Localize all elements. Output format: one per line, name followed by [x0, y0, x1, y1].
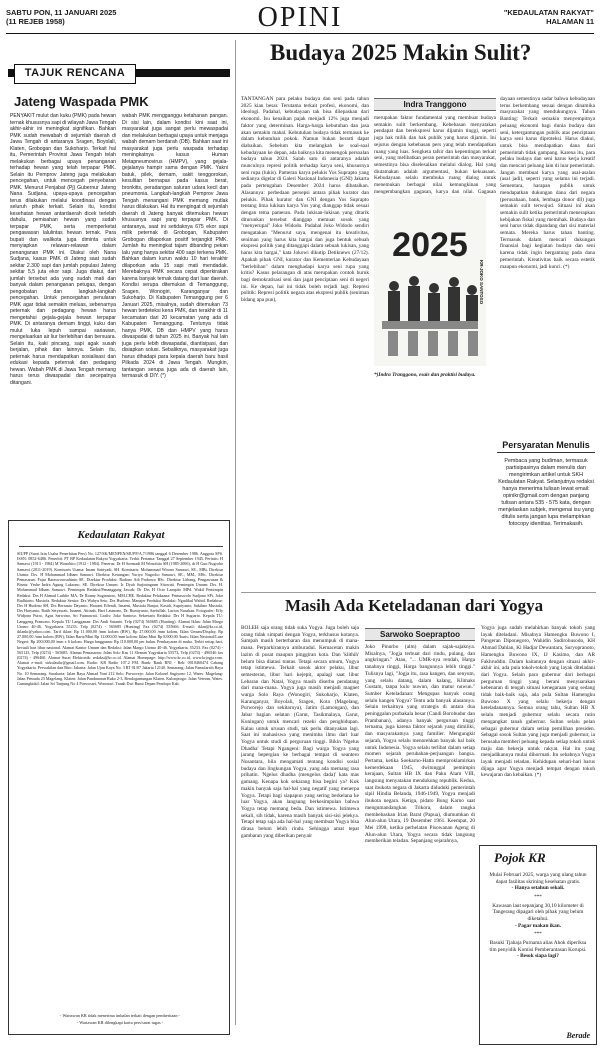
- masthead-body: SIUPP (Surat Izin Usaha Penerbitan Pers) No. 127/SK/MENPEN/SIUPP/A.7/1986 tanggal 6 Desember 1986. Anggota SPS. ISSN: 0852-6486. Penerbit: PT BP Kedaulatan Rakyat Yogyakarta. Terbit Pertama: Tanggal 27 September 1945. Perintis: H Samawi (1913 - 1984) M Wonohito (1912 - 1984). Penerus: Dr H Soemadi M Wonohito SH (1985-2006), dr H Gun Nugroho Samawi (2011-2019). Komisaris Utama: Imam Satriyadi, SH. Komisaris: Mohammad Wirono Samawi, SE., MBt. Direktur Utama: Drs. H Mohammad Idham Samawi. Direktur Keuangan: Yuriyo Nugroho Samawi, SE., MM., MSc. Direktur Pemasaran: Fajar Rarasworosuhinin SE. Direktur Produksi: Radono Adi Prabowo BSc. Direktur Litbang, Pengawasan & Bisnis: Yeshe Indra Agung Laksono, SE. Direktur Umum: Ir. Dyah Sarjiningrum Sitowati. Pemimpin Umum: Drs. H. Mohammad Idham Samawi. Pemimpin Redaksi/Penanggung Jawab: Dr Drs H Octo Lampito MPd. Wakil Pemimpin Redaksi: Drs H Ahmad Luthfie MA, Dr Ronny Sugiantoro, MM.CHE. Redaktur Pelaksana: Primaswolo Sudjono SPt, Joko Budhiarto, Mustofa. Redaktur Senior: Drs Wahyu Seto, Drs Hudono. Manajer Produksi Redaksi: Ngadikul Wahid. Redaktur: Drs H Hudono SH, Drs Bernasto Dayanto, Hawani Effendi, Isnaeni, Mustafa Banjar, Kasidi, Supriyanto, Sukihno Mustafa, Drs Haryanto, Ratih Setyawati, Isnaeni, Aitinah, Hari Lasmono, Dr. Rumiyanto, Saefullah, Lurion Nusakan. Fotografer: Effy Widjono Putro, Agus Sarwono, Sri Fatmawati. Grafis: Joko Santoso. Sekretaris Redaksi: Drs H Sugiarto. Kepala TU: Langgeng Pramono. Kepala TU Langganan: Drs Andi Sutanto. Telp (0274) 565685 (Hunting). Alamat Iklan: Jalan Margo Utomo 40-46, Yogyakarta 55233. Telp (0274) - 565685 (Hunting) Fax (0274) 555666. E-mail: iklan@kr.co.id, iklankr@yahoo.com. Tarif iklan: Rp 11.000,00 /mm kolom (BW), Rp 27.000,00 /mm kolom, Iklan Umum/Display, Rp 27.000,00 /mm kolom (BW); Iklan Baris/Mini Rp 12.000,00 /mm kolom; Iklan Mini Rp 8.000,00 /baris; Iklan Nasional/Luar Negeri: Rp 200.000,00 /mm x 6 kolom. Harga langganan: Rp 110.000,00 per bulan. Pembayaran di muka. Terbit setiap hari, kecuali hari libur nasional. Alamat Kantor Umum dan Redaksi: Jalan Margo Utomo 40-46, Yogyakarta, 55233. Fax (0274) - 565125, Telp (0274) - 565685. Alamat Pemasaran: Jalan Solo Km 11 Sleman Yogyakarta 55573, Telp (0274) - 496546 fax (0274) - 496460. Alamat Surat Elektronik: redaksi@kr.co.id. Alamat Homepage: http://www.kr.co.id, www.krjogja.com. Alamat e-mail: sirkulasikr@gmail.com. Radio: KR Radio 107.2 FM. Bank: Bank BNI - Rek: 0010460474 Cabang Yogyakarta. Perwakilan dan Biro: Jakarta: Jalan Ujan Kaya No. 3 RT 01/07 Jakarta 12140. Semarang: Jalan Pamularsih Raya No. 10 Semarang. Surakarta: Jalan Raya Ahmad Yani 212 Solo. Purworejo: Jalan Kolonel Sugiyono 12, Wates. Magelang: Jalan Pemuda 23 Magelang. Klaten: Jalan Pandanaran Ruko 2-3, Bendogantungan Klaten. Kulonprogo: Jalan Veteran, Wates. Gunungkidul: Jalan Sri Tanjung No 4 Purwosari, Wonosari. Tanah Dwi Bumi Depan Pendopo Kab.: [17, 551, 223, 687]
- page-header: [6, 2, 594, 36]
- writing-requirements-box: [497, 440, 595, 570]
- article1-illustration: [374, 196, 486, 366]
- article1-title: Budaya 2025 Makin Sulit?: [270, 40, 532, 65]
- pojok-item-1: Mulai Februari 2025, warga yang ulang tahun dapat fasilitas skrining kesehatan gratis.: [489, 872, 587, 885]
- date-line: SABTU PON, 11 JANUARI 2025: [6, 8, 117, 17]
- article2-title: Masih Ada Keteladanan dari Yogya: [285, 596, 544, 615]
- pojok-items: [486, 872, 590, 960]
- article1-bio: *)Indra Tranggono, esais dan praktisi budaya.: [374, 372, 476, 378]
- masthead-logo: Kedaulatan Rakyat: [19, 529, 223, 547]
- tajuk-column-2: wabah PMK mengganggu ketahanan pangan. Di sisi lain, dalam kondisi kini saat ini, masyarakat juga sangat perlu mewaspadai dan melakukan berbagai upaya untuk menjaga wabah demam berdarah (DB). Bahkan saat ini masyarakat juga perlu waspada terhadap meningkatnya kasus Human Metapneumovirus (HMPV), yang gejala-gejalanya hampir sama dengan PMK. Yakni batuk, pilek, demam, sakit tenggorokan, kesulitan bernapas pada kasus berat, bronkitis, peradangan saluran udara kecil dan pneumonia. Langkah-langkah Pemprov Jawa Tengah menangani PMK memang mutlak harus dilakukan. Hal itu mengingat di sejumlah daerah di Jateng banyak ditemukan hewan khususnya sapi yang terpapar PMK. Di antaranya, saat ini setidaknya 675 ekor sapi milik peternak di Grobogan, Kabupaten Grobogan dilaporkan positif terjangkit PMK. Jumlah itu meningkat tajam dibanding pekan lalu yang hanya sekitar 400 sapi terkena PMK. Bahkan dalam kurun waktu 10 hari terakhir dilaporkan ada 15 sapi mati mendadak. Merebaknya PMK secara cepat diperkirakan karena banyak ternak datang dari luar daerah. Kondisi serupa ditemukan di Temanggung, Sragen, Wonogiri, Karanganyar dan Sukoharjo. Di Kabupaten Temanggung per 6 Januari 2025, misalnya, sudah ditemukan 73 hewan terdeteksi kena PMK, dan terakhir di 11 kecamatan dari 20 kecamatan yang ada di Kabupaten Temanggung. Tentunya tidak hanya PMK, DB dan HMPV yang harus diwaspadai di tahun 2025 ini. Banyak hal lain juga perlu lebih diwaspadai, diantisipasi, dan disiapkan solusi. Sebaliknya, masyarakat juga harus dihadapi para kepala daerah baru hasil Pilkada 2024 di Jawa Tengah. Mungkin, tantangan serupa juga ada di daerah lain, termasuk di DIY. (*): [122, 113, 228, 379]
- article1-column-2-bottom: [374, 372, 496, 591]
- pojok-item-2: Kawasan laut sepanjang 30,10 kilometer di Tangerang dipagari oleh pihak yang belum diketahui.: [492, 902, 584, 922]
- masthead-footer-2: - Wartawan KR dilengkapi kartu pers/surat tugas -: [76, 1020, 164, 1025]
- paper-name: "KEDAULATAN RAKYAT": [503, 8, 594, 17]
- header-rule: [6, 33, 594, 34]
- date-line-javanese: (11 REJEB 1958): [6, 17, 65, 26]
- pojok-item-1-quip: - Hanya setahun sekali.: [511, 885, 565, 892]
- article1-column-1: TANTANGAN para pelaku budaya dan seni pada tahun 2025 kian besar. Terutama terkait profesi, ekonomi, dan ideologi. Padahal, kebudayaan tak bisa dilepaskan dari ekonomi. Isu kenaikan pajak menjadi 12% juga menjadi faktor yang determinan. Harga-harga kebutuhan dan jasa akan semakin mahal. Kebutuhan budaya tidak termasuk ke dalam kebutuhan pokok. Namun bukan berarti dapat diabaikan. Sebelum kita melangkah ke soal-soal kebudayaan ke depan, ada baiknya kita menengok persoalan budaya tahun 2024. Salah satu di antaranya adalah munculnya represi politik terhadap karya seni, khususnya seni rupa (lukis). Pameran karya pelukis Yos Suprapto yang sedianya digelar di Galeri Nasional Indonesia (GNI) Jakarta pada pertengahan Desember 2024 harus dibatalkan. Alasannya: perbedaan persepsi antara pihak kurator dan pelukis. Pihak kurator dan GNI dengan Yos Suprapto tentang lima lukisan karya Yos yang dianggap tidak sesuai dengan tema pameran. Pada lukisan-lukisan yang ditarik diturunkan tersebut dianggap memuat sosok yang "menyerupai" Joko Widodo. Padahal Joko Widodo sendiri mengatakan "Menurut saya, mengenai itu kreativitas, seniman yang harus kita hargai dan juga bentuk sebuah ekspresi politik yang ditanggapi dalam sebuah lukisan, yang harus kita hargai," kata Jokowi dikutip Detiknews (27/12). Apakah pihak GNI, kurator dan Kementerian Kebudayaan "berlebihan" dalam menghadapi karya seni rupa yang kritis? Kasus pelarangan di atas merupakan contoh buruk bagi demokratisasi seni dan jagat penciptaan seni di negeri ini. Ke depan, hal ini tidak boleh terjadi lagi. Represi politik: Represi politik negara atas ekspresi publik (seniman bidang apa pun),: [241, 96, 369, 304]
- section-title: OPINI: [257, 2, 343, 33]
- article2-column-3: Yogya juga sudah melahirkan banyak tokoh yang layak diteladani. Misalnya Hamengku Buwono I, Pangeran Diponegoro, Wahidin Sudirohusodo, KH Ahmad Dahlan, Ki Hadjar Dewantara, Suryopranoto, Hamengku Buwono IX, IJ Kasimo, dan AR Fakhruddin. Dalam kaitannya dengan situasi akhir-akhir ini, ada pula tokoh-tokoh yang layak diteladani dari Yogya. Selain para gubernur dari berbagai perguruan tinggi yang berani menyuarakan kebenaran di tengah situasi kenegaraan yang sedang tidak baik-baik saja, ada pula Sultan Hamengku Buwono X yang selalu bekerja dengan keteladanannya. Semua orang tahu, Sultan HB X selalu menjadi gubernur selalu secara rutin mengangkat tanah gubernur. Sultan selalu pelan sebagai gubernur dalam setiap pemilihan presiden. Sebagai sosok Sultan yang juga menjadi gubernur, ia berusaha memberi peluang kepada setiap tokoh untuk maju dan bekerja untuk rakyat. Hal itu yang menjadikannya mulai dihormati. Itu sebabnya Yogya layak menjadi teladan. Kehidupan sehari-hari harus dijaga agar Yogya menjadi tempat dengan tokoh kewajaran dan kebaikan. (*): [481, 625, 595, 779]
- pojok-separator: ***: [534, 932, 542, 938]
- illustration-year: 2025: [392, 226, 468, 264]
- page-number: HALAMAN 11: [546, 17, 594, 26]
- masthead-footer-1: - Wartawan KR tidak menerima imbalan terkait dengan pemberitaan -: [60, 1013, 180, 1018]
- article1-author-label: Indra Tranggono: [374, 98, 496, 111]
- tajuk-title: Jateng Waspada PMK: [14, 94, 149, 109]
- pojok-title: Pojok KR: [494, 850, 546, 865]
- article2-author-label: Sarwoko Soepraptoo: [365, 628, 475, 641]
- article1-column-3: dayaan semestinya sadar bahwa kebudayaan terus berkembang sesuai dengan dinamika masyarakat yang mendukungnya. Tahun Banting: Terkait semakin menyempitnya peluang ekonomi bagi dunia budaya dan seni, ketergantungan publik atas penciptaan karya seni harus diproteksi. Harus diakui, untuk bisa mendapatkan dana dari pemerintah tidak gampang. Karena itu, para pelaku budaya dan seni harus kerja kreatif dan mencari peluang lain di luar pemerintah. Jangan membuat karya yang asal-asalan (asal jadi), seperti yang selama ini terjadi. Sementara, harapan publik untuk mendapatkan dukungan dana dari negara (perusahaan, bank, lembaga donor dll) juga semakin sulit terwujud. Situasi ini akan semakin sulit ketika pemerintah menerapkan kebijakan fiskal yang memihak. Budaya dan seni harus tidak dipandang dari sisi material semata. Mereka harus tahan banting. Termasuk dalam mencari dukungan finansial bagi kegiatan budaya dan seni karena tidak ingin bergantung pada dana pemerintah. Kreativitas baik secara estetik maupun ekonomi, jadi kunci. (*): [500, 96, 595, 270]
- crowd-illustration: [374, 196, 486, 366]
- pojok-separator: ***: [534, 894, 542, 900]
- illustration-credit: KR-JOKO SANTOSO: [479, 260, 484, 305]
- pojok-item-3-quip: - Besok siapa lagi?: [517, 953, 559, 960]
- article1-column-2-top: [374, 115, 496, 195]
- writing-requirements-body: Pembaca yang budiman, termasuk partisipasinya dalam menulis dan mengirimkan artikel untuk SKH Kedaulatan Rakyat. Selanjutnya redaksi hanya menerima tulisan lewat email: opinikr@gmail.com dengan panjang tulisan antara 535 - 575 kata, dengan menjelaskan subjek, mengenai isu yang ditulis serta jangan lupa melampirkan fotocopy identitas. Terimakasih.: [498, 458, 594, 527]
- tajuk-label: TAJUK RENCANA: [14, 64, 136, 84]
- column-divider: [235, 40, 236, 1025]
- article-divider: [241, 592, 596, 593]
- article2-column-1: BOLEH saja orang tidak suka Yogya. Juga boleh saja orang tidak simpati dengan Yogya, terkhusus kotanya. Sampah masih berterbaran dan menumpuk di mana-mana. Perparkirannya amburadul. Kemacetan makin lazim di pusat maupun pinggiran kota. Dan 'klithih' belum bisa diatasi tuntas. Tetapi secara umum, Yogya tetap istimewa. Terkait sosok aktor pelaku, libur semesteran, libur hari kejepit, apalagi saat libur Lebaran dan Natal, Yogya masih diserbu pendatang dari mana-mana. Yogya juga masih menjadi magnet warga Solo Raya (Wonogiri, Sukoharjo, Klaten, Karanganyar, Boyolali, Sragen, Kota (Magelang, Purworejo dan sekitarnya), Jatim (Lamongan), dan Jabar bagian selatan (Garut, Tasikmalaya, Garut, Kuningan) untuk mencari rezeki dan penghidupan. Kalau untuk urusan studi, tak perlu ditanyakan lagi. Saat ini mahasiswa yang menimba ilmu dari luar Yogya untuk studi di perguruan tinggi. Bikin 'Ngelus Dhadha' Tetapi Ngangeni: Bagi warga Yogya yang jarang bepergian ke berbagai tempat di seantero Nusantara, bila mengamati tentang kondisi sosial budaya dan lingkungan Yogya, yang ada memang rasa prihatin. 'Ngelus dhadha (mengelus dada)' kata mas gamang. Kenapa kok sekarang bisa begini ya? Kok makin banyak saja hal-hal yang negatif yang menerpa Yogya. Tetapi bagi siapapun yang sering berkelana ke luar Yogya, akan langsung berkesimpulan bahwa Yogya tetap memang beda. Dan istimewa. Istimewa sekali, sih tidak, karena masih banyak sisi-sisi jelekya. Tetapi tetap saja ada hal-hal yang membuat Yogya bisa dirasa belum lebih rindu. Sehingga amat tepat gambaran yang diberikan penyair: [241, 625, 359, 839]
- masthead-box: [8, 520, 230, 1035]
- writing-requirements-title: Persyaratan Menulis: [497, 440, 595, 453]
- paper-info: [504, 8, 594, 26]
- pojok-kr-box: [479, 845, 597, 1045]
- article2-column-2: Joko Pinurbo (alm) dalam sajak-sajaknya. Misalnya, "Jogja terbuat dari rindu, pulang, dan angkringan." Atau, "... UMR-nya rendah, Harga tanahnya tinggi, Harga bangunnya lebih tinggi." Tulisnya lagi, "Jogja itu, rasa kangen, dan senyum, yang selalu datang, dalam kalang, Klimaks Gustam, tanpa kulo nuwun, dan matur nuwun." Sumber Keteladanan: Mengupas banyak orang selalu kangen Yogya? Tentu ada banyak alasannya. Selain terkaitnya yang strategis di antara dua peninggalan purbakala besar (Candi Borobudur dan Prambanan), adanya banyak perguruan tinggi ternama, juga karena faktor sejarah yang dimiliki, dan masyarakatnya yang familier. Mengungkit sejarah, Yogya selalu menorehkan banyak hal baik untuk Indonesia. Yogya selalu terlibat dalam setiap momen sejarah perubahan-perjuangan bangsa. Pertama, ketika Soekarno-Hatta memproklamirkan kemerdekaan 1945, dwitunggal pemimpin kerajaan, Sultan HB IX dan Paku Alam VIII, langsung menyatakan mendukung republik. Kedua, saat ibukota negara di Jakarta diduduki pemerintah sipil Hindia Belanda, 1946-1949, Yogya menjadi ibukota negara. Ketiga, pidato Bung Karno saat mengumandangkan Trikora, dalam rangka membebaskan Irian Barat (Papua), diumumkan di Alun-alun Utara, 19 Desember 1961. Keempat, 20 Mei 1998, ketika perhelatan Pisowanan Ageng di Alun-alun Utara, Yogya secara tidak langsung memberikan teladan. Sepanjang sejarahnya,: [365, 644, 475, 845]
- pojok-signature: Berade: [566, 1031, 590, 1040]
- tajuk-column-1: PENYAKIT mulut dan kuku (PMK) pada hewan ternak khususnya sapi di wilayah Jawa Tengah akhir-akhir ini meningkat signifikan. Bahkan PMK sudah mewabah di sejumlah daerah di Jawa Tengah di antaranya Sragen, Boyolali, Klaten, Grobogan dan Sukoharjo. Terkait hal itu, Pemerintah Provinsi Jawa Tengah telah melakukan berbagai upaya penanganan terhadap hewan yang telah terpapar PMK. Selain itu Pemprov Jateng juga melakukan pencegahan, untuk mencegah penyebaran PMK. Menurut Penjabat (Pj) Gubernur Jateng Nana Sudjana, upaya-upaya pencegahan terus dilakukan melalui koordinasi dengan seluruh pihak terkait. Selain itu, kondisi kesehatan hewan antardaerah dicek terlebih dahulu, pemisahan hewan yang sudah terpapar PMK, serta memperketat pengawasan lalulintas hewan ternak. Para bupati dan walikota juga diminta untuk menyiapkan relawan-relawan dalam penanganan PMK ini. Diakui oleh Nana Sudjana, kasus PMK di Jateng saat sudah sekitar 2.300 sapi dan jumlah populasi Jateng sekitar 5,5 juta ekor sapi. Juga diakui, dari jumlah tersebut ada yang sudah mati dan banyak dalam penanganan petugas, dengan pengobatan dan langkah-langkah pencegahan. Untuk pencegahan penularan PMK agar tidak semakin meluas, sebenarnya peternak dan pedagang hewan harus mengetahui gejala-gejala hewan terpapar PMK. Di antaranya demam tinggi, kuku dan mulut luka lepuh sampai sariawan, mengeluarkan air liur berlebihan dan bersuara. Selain itu, kaki pincang, sapi agak susah berjalan, pihak dan lainnya. Selain itu, peternak harus mendapatkan sosialisasi dan edukasi kepada peternak dan pedagang hewan. Wabah PMK di Jawa Tengah memang harus terus diwaspadai dan secepatnya ditangani.: [10, 113, 116, 386]
- pojok-item-3: Basuki Tjahaja Purnama alias Ahok diperiksa tim penyidik Komisi Pemberantasan Korupsi.: [489, 940, 587, 953]
- article1-column-2-text: merupakan faktor fundamental yang membuat budaya semakin sulit berkembang. Kebebasan menyatakan pendapat dan berekspresi harus dijamin tinggi, seperti juga hak milik dan hak publik yang harus dijamin. Ini sejurus dengan kebebasan pers yang telah mendapatkan ruang yang luas. Sengketa tafsir dan kepentingan terkait seni, yang melibatkan peran pemerintah dan masyarakat, semestinya bisa diselesaikan melalui dialog. Hal yang diutamakan adalah argumentasi, bukan kekuasaan. Kebudayaan selalu membuka ruang dialog untuk menemukan berbagai nilai kemungkinan yang mengembangkan gagasan, karya dan nilai. Gagasan: [374, 115, 496, 195]
- pojok-item-2-quip: - Pagar makan ikan.: [514, 922, 562, 929]
